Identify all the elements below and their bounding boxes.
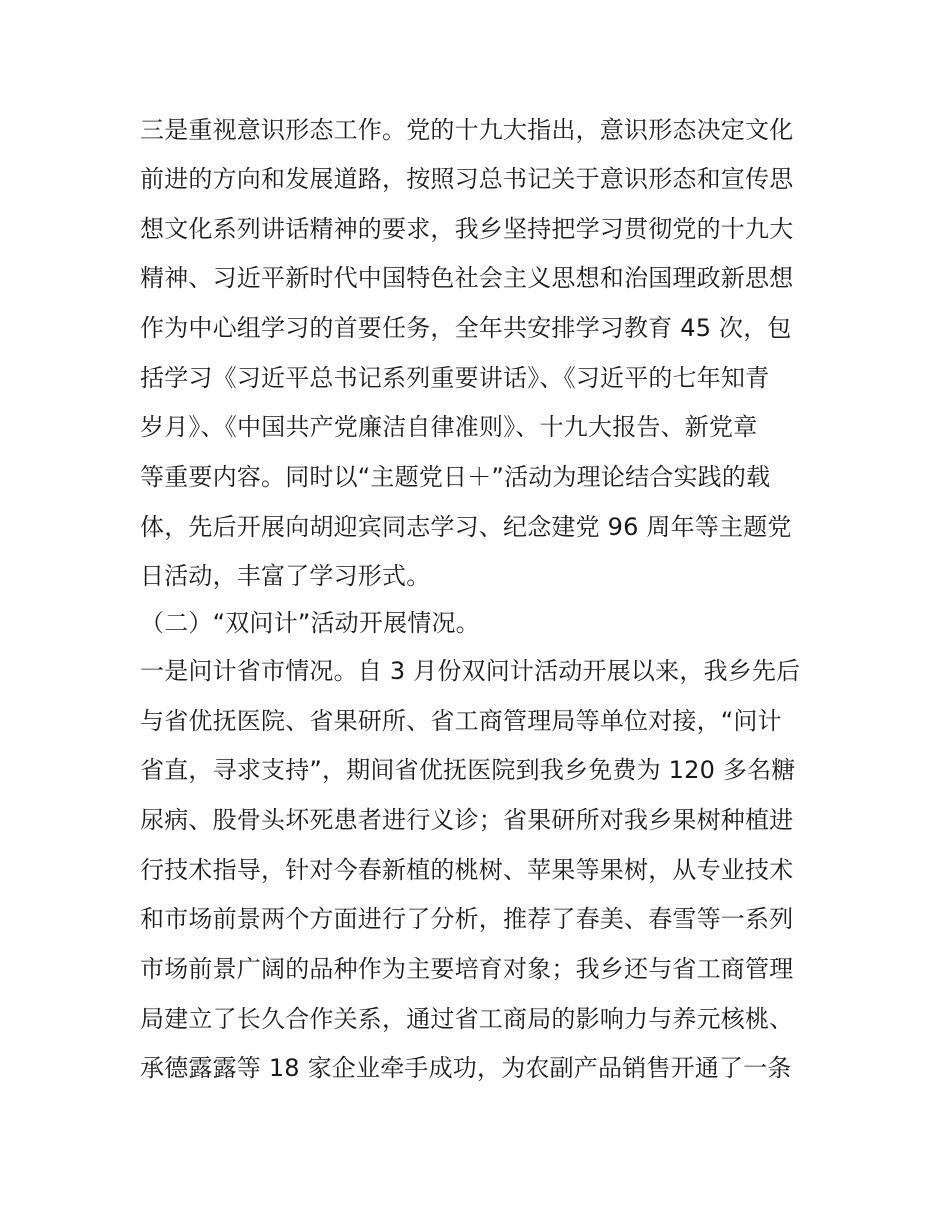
text-line: 和市场前景两个方面进行了分析，推荐了春美、春雪等一系列 [140,905,794,933]
text-line: 承德露露等 18 家企业牵手成功，为农副产品销售开通了一条 [140,1054,792,1082]
section-heading: （二）“双问计”活动开展情况。 [140,609,480,637]
text-line: 行技术指导，针对今春新植的桃树、苹果等果树，从专业技术 [140,856,794,884]
text-line: 日活动，丰富了学习形式。 [140,562,431,590]
text-line: 想文化系列讲话精神的要求，我乡坚持把学习贯彻党的十九大 [140,215,794,243]
text-line: 尿病、股骨头坏死患者进行义诊；省果研所对我乡果树种植进 [140,806,794,834]
text-line: 三是重视意识形态工作。党的十九大指出，意识形态决定文化 [140,116,794,144]
text-line: 作为中心组学习的首要任务，全年共安排学习教育 45 次，包 [140,314,792,342]
text-line: 一是问计省市情况。自 3 月份双问计活动开展以来，我乡先后 [140,657,801,685]
text-line: 精神、习近平新时代中国特色社会主义思想和治国理政新思想 [140,264,794,292]
text-line: 前进的方向和发展道路，按照习总书记关于意识形态和宣传思 [140,165,794,193]
text-line: 局建立了长久合作关系，通过省工商局的影响力与养元核桃、 [140,1005,794,1033]
text-line: 等重要内容。同时以“主题党日＋”活动为理论结合实践的载 [140,463,771,491]
text-line: 市场前景广阔的品种作为主要培育对象；我乡还与省工商管理 [140,955,794,983]
text-line: 与省优抚医院、省果研所、省工商管理局等单位对接，“问计 [140,707,782,735]
text-line: 括学习《习近平总书记系列重要讲话》、《习近平的七年知青 [140,364,770,392]
text-line: 省直，寻求支持”，期间省优抚医院到我乡免费为 120 多名糖 [140,756,796,784]
text-line: 岁月》、《中国共产党廉洁自律准则》、十九大报告、新党章 [140,413,758,441]
text-line: 体，先后开展向胡迎宾同志学习、纪念建党 96 周年等主题党 [140,513,792,541]
